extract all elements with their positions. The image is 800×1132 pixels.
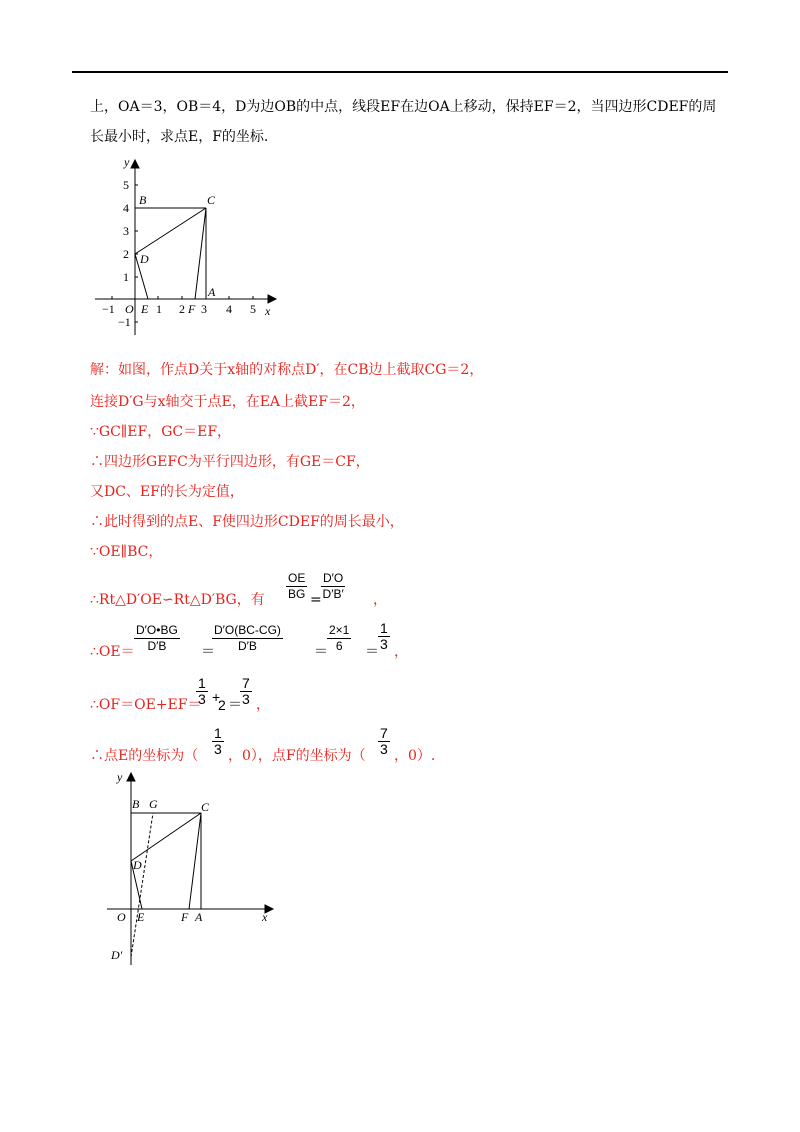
label-E: E	[137, 910, 145, 924]
x-tick-3: 3	[201, 302, 207, 316]
x-tick-2: 2	[179, 302, 185, 316]
fraction-one-third-b: $\frac{1}{3}$	[198, 675, 206, 707]
label-B: B	[132, 797, 140, 811]
y-tick-5: 5	[123, 178, 129, 192]
label-F: F	[181, 910, 189, 924]
problem-line-2: 长最小时，求点E，F的坐标.	[90, 129, 269, 145]
label-D: D	[140, 252, 149, 266]
y-tick-1: 1	[123, 270, 129, 284]
y-tick-2: 2	[123, 247, 129, 261]
equals-4: ＝	[228, 697, 242, 713]
y-axis-label: y	[124, 155, 130, 169]
x-tick-5: 5	[250, 302, 256, 316]
solution-line-5: 又DC、EF的长为定值，	[90, 484, 244, 500]
solution-line-9-prefix: ∴OE＝	[90, 644, 135, 660]
line-10-end: ，	[256, 697, 270, 713]
label-D-prime: D′	[111, 948, 123, 962]
fraction-OE-step2: $\frac{D'O(BC-CG)}{D'B}$	[214, 623, 281, 653]
fraction-F-x: $\frac{7}{3}$	[380, 725, 388, 757]
solution-line-11-c: ，0）.	[394, 748, 436, 764]
fraction-seven-thirds: $\frac{7}{3}$	[242, 675, 250, 707]
solution-line-4: ∴四边形GEFC为平行四边形，有GE＝CF，	[90, 454, 370, 470]
segment-FC	[195, 208, 206, 299]
y-tick-3: 3	[123, 224, 129, 238]
label-A: A	[195, 910, 203, 924]
label-C: C	[207, 193, 216, 207]
solution-line-1: 解：如图，作点D关于x轴的对称点D′，在CB边上截取CG＝2，	[90, 362, 484, 378]
y-tick-neg1: −1	[118, 315, 131, 329]
label-E: E	[141, 302, 149, 316]
equals-2: ＝	[314, 644, 328, 660]
segment-DC	[131, 813, 201, 861]
x-tick-4: 4	[226, 302, 232, 316]
x-axis-label: x	[262, 910, 268, 924]
two-value: 2	[218, 697, 226, 713]
equals-1: ＝	[201, 644, 215, 660]
y-axis-label: y	[117, 770, 123, 784]
y-axis-arrow	[131, 160, 139, 168]
solution-line-10-prefix: ∴OF＝OE+EF＝	[90, 697, 202, 713]
fraction-DO-DB: $\frac{D'O}{D'B'}$	[322, 571, 344, 601]
header-rule	[72, 71, 728, 73]
solution-line-2: 连接D′G与x轴交于点E，在EA上截EF＝2，	[90, 394, 365, 410]
solution-line-8-prefix: ∴Rt△D′OE∽Rt△D′BG，有	[90, 592, 265, 608]
label-A: A	[208, 285, 216, 299]
x-axis-label: x	[265, 304, 271, 318]
solution-line-11-a: ∴点E的坐标为（	[90, 748, 199, 764]
solution-line-3: ∵GC∥EF，GC＝EF，	[90, 424, 232, 440]
dashed-DpG	[131, 813, 153, 957]
line-9-end: ，	[394, 644, 408, 660]
y-axis-arrow	[127, 773, 135, 781]
label-F: F	[188, 302, 196, 316]
segment-FC	[189, 813, 201, 909]
solution-line-7: ∵OE∥BC，	[90, 544, 163, 560]
label-D: D	[133, 858, 142, 872]
fraction-OE-step3: $\frac{2\times 1}{6}$	[329, 623, 350, 653]
x-tick-neg1: −1	[102, 302, 115, 316]
line-8-end: ，	[373, 592, 387, 608]
fraction-OE-BG: $\frac{OE}{BG}$	[288, 571, 306, 601]
x-tick-1: 1	[156, 302, 162, 316]
equals-sign: =	[310, 592, 322, 608]
solution-line-6: ∴此时得到的点E、F使四边形CDEF的周长最小，	[90, 514, 404, 530]
equals-3: ＝	[365, 644, 379, 660]
label-G: G	[149, 797, 158, 811]
fraction-one-third: $\frac{1}{3}$	[380, 620, 388, 652]
fraction-OE-step1: $\frac{D'O•BG}{D'B}$	[136, 623, 178, 653]
segment-DC	[135, 208, 206, 254]
figure-1-coordinate-plot	[90, 150, 290, 345]
x-axis-arrow	[268, 295, 276, 303]
plus-sign: +	[212, 689, 221, 705]
origin-label: O	[125, 302, 134, 316]
figure-2-construction	[105, 765, 290, 970]
origin-label: O	[117, 910, 126, 924]
fraction-E-x: $\frac{1}{3}$	[214, 725, 222, 757]
label-C: C	[201, 800, 210, 814]
label-B: B	[139, 193, 147, 207]
problem-line-1: 上，OA＝3，OB＝4，D为边OB的中点，线段EF在边OA上移动，保持EF＝2，当四边形CDEF的周	[90, 99, 717, 115]
solution-line-11-b: ，0），点F的坐标为（	[228, 748, 366, 764]
y-tick-4: 4	[123, 201, 129, 215]
